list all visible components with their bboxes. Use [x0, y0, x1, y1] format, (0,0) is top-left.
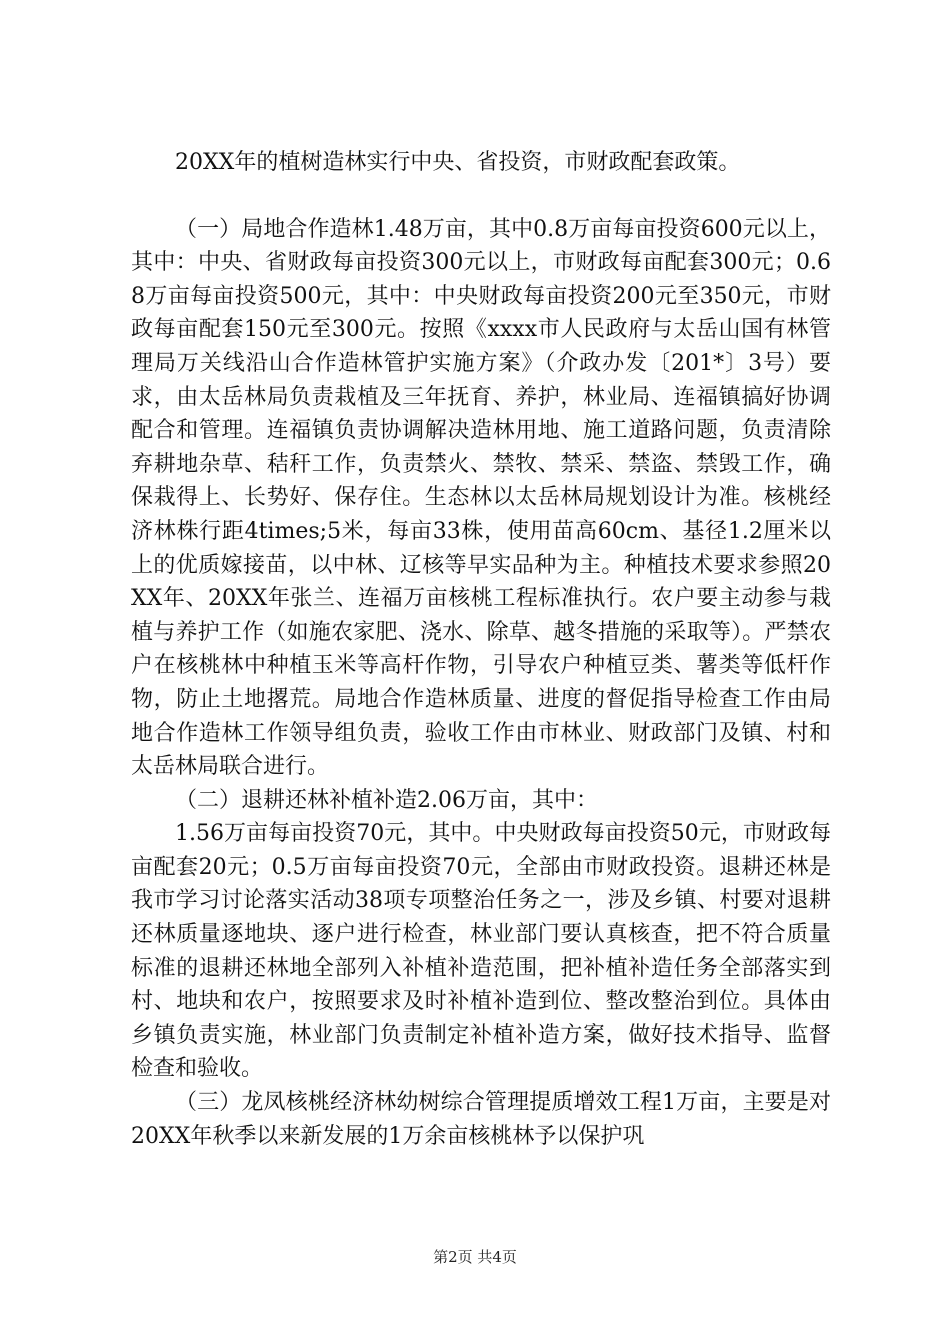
intro-paragraph: 20XX年的植树造林实行中央、省投资，市财政配套政策。 — [175, 150, 741, 175]
section-three-paragraph: （三）龙凤核桃经济林幼树综合管理提质增效工程1万亩，主要是对20XX年秋季以来新发展的1万余亩核桃林予以保护巩 — [131, 1090, 831, 1149]
section-one-paragraph: （一）局地合作造林1.48万亩，其中0.8万亩每亩投资600元以上，其中：中央、省财政每亩投资300元以上，市财政每亩配套300元；0.68万亩每亩投资500元，其中：中央财政每亩投资200元至350元，市财政每亩配套150元至300元。按照《xxxx市人民政府与太岳山国有林管理局万关线沿山合作造林管护实施方案》（介政办发〔201*〕3号）要求，由太岳林局负责栽植及三年抚育、养护，林业局、连福镇搞好协调配合和管理。连福镇负责协调解决造林用地、施工道路问题，负责清除弃耕地杂草、秸秆工作，负责禁火、禁牧、禁采、禁盗、禁毁工作，确保栽得上、长势好、保存住。生态林以太岳林局规划设计为准。核桃经济林株行距4times;5米，每亩33株，使用苗高60cm、基径1.2厘米以上的优质嫁接苗，以中林、辽核等早实品种为主。种植技术要求参照20XX年、20XX年张兰、连福万亩核桃工程标准执行。农户要主动参与栽植与养护工作（如施农家肥、浇水、除草、越冬措施的采取等）。严禁农户在核桃林中种植玉米等高杆作物，引导农户种植豆类、薯类等低杆作物，防止土地撂荒。局地合作造林质量、进度的督促指导检查工作由局地合作造林工作领导组负责，验收工作由市林业、财政部门及镇、村和太岳林局联合进行。 — [131, 216, 831, 780]
page-number-footer: 第2页 共4页 — [433, 1248, 517, 1266]
section-two-heading-paragraph: （二）退耕还林补植补造2.06万亩，其中： — [175, 787, 598, 813]
section-two-detail-paragraph: 1.56万亩每亩投资70元，其中。中央财政每亩投资50元，市财政每亩配套20元；0.5万亩每亩投资70元，全部由市财政投资。退耕还林是我市学习讨论落实活动38项专项整治任务之一，涉及乡镇、村要对退耕还林质量逐地块、逐户进行检查，林业部门要认真核查，把不符合质量标准的退耕还林地全部列入补植补造范围，把补植补造任务全部落实到村、地块和农户，按照要求及时补植补造到位、整改整治到位。具体由乡镇负责实施，林业部门负责制定补植补造方案，做好技术指导、监督检查和验收。 — [131, 821, 831, 1082]
document-body — [131, 146, 831, 1153]
